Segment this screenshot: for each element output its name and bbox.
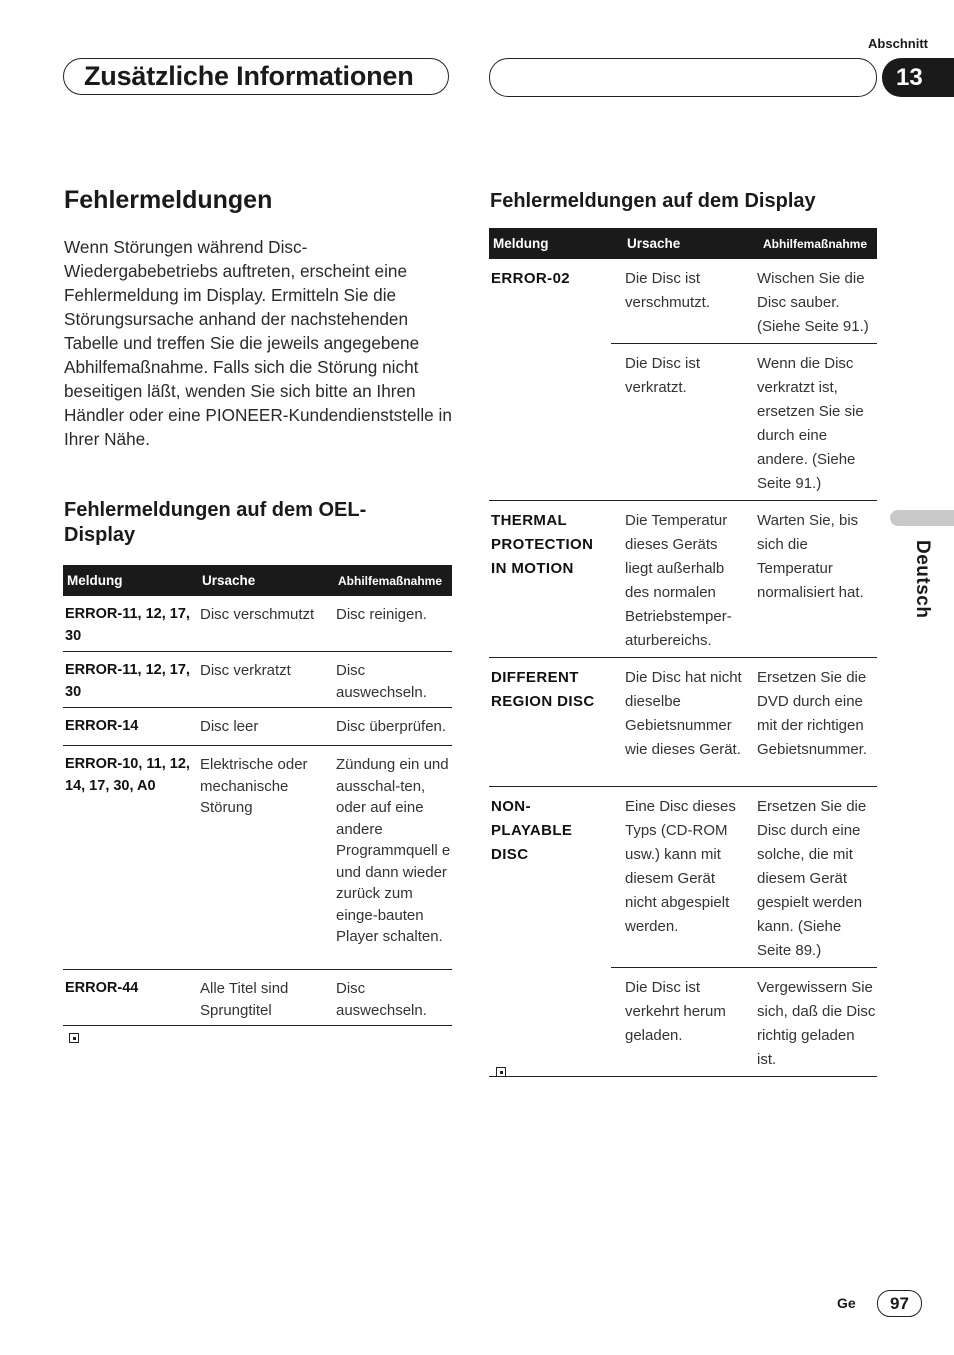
error-cause: Eine Disc dieses Typs (CD-ROM usw.) kann mit diesem Gerät nicht abgespielt werden. <box>611 787 747 968</box>
error-message: ERROR-44 <box>63 970 198 1026</box>
table-row <box>489 787 877 968</box>
table-row <box>489 344 877 501</box>
chapter-title-box <box>63 58 449 95</box>
error-remedy: Ersetzen Sie die DVD durch eine mit der richtigen Gebietsnummer. <box>747 658 877 787</box>
error-message: THERMAL PROTECTION IN MOTION <box>489 501 611 658</box>
table-row <box>63 746 452 970</box>
error-cause: Die Disc ist verkehrt herum geladen. <box>611 968 747 1077</box>
column-header-message: Meldung <box>63 565 198 596</box>
language-code: Ge <box>837 1295 856 1311</box>
section-end-mark <box>496 1067 506 1077</box>
error-cause: Die Disc hat nicht dieselbe Gebietsnummer wie dieses Gerät. <box>611 658 747 787</box>
display-error-table <box>489 228 877 1077</box>
header-empty-box <box>489 58 877 97</box>
error-remedy: Wenn die Disc verkratzt ist, ersetzen Sie sie durch eine andere. (Siehe Seite 91.) <box>747 344 877 501</box>
error-remedy: Disc auswechseln. <box>334 970 452 1026</box>
error-cause: Disc verkratzt <box>198 652 334 708</box>
column-header-remedy: Abhilfemaßnahme <box>747 228 877 259</box>
column-header-cause: Ursache <box>198 565 334 596</box>
column-header-cause: Ursache <box>611 228 747 259</box>
error-cause: Die Disc ist verkratzt. <box>611 344 747 501</box>
table-row <box>489 658 877 787</box>
side-tab-marker <box>890 510 954 526</box>
error-remedy: Disc überprüfen. <box>334 708 452 746</box>
table-row <box>489 968 877 1077</box>
oel-display-subheading: Fehlermeldungen auf dem OEL-Display <box>64 499 367 546</box>
section-label: Abschnitt <box>868 36 928 51</box>
error-message <box>489 344 611 501</box>
table-row <box>63 652 452 708</box>
table-row <box>63 970 452 1026</box>
error-remedy: Ersetzen Sie die Disc durch eine solche, die mit diesem Gerät gespielt werden kann. (Siehe Seite 89.) <box>747 787 877 968</box>
side-language-label: Deutsch <box>912 540 933 619</box>
section-end-mark <box>69 1033 79 1043</box>
error-message: ERROR-10, 11, 12, 14, 17, 30, A0 <box>63 746 198 970</box>
error-remedy: Disc reinigen. <box>334 596 452 652</box>
error-message: ERROR-14 <box>63 708 198 746</box>
table-row <box>489 501 877 658</box>
error-remedy: Vergewissern Sie sich, daß die Disc richtig geladen ist. <box>747 968 877 1077</box>
error-remedy: Warten Sie, bis sich die Temperatur normalisiert hat. <box>747 501 877 658</box>
error-message <box>489 968 611 1077</box>
error-remedy: Wischen Sie die Disc sauber. (Siehe Seite 91.) <box>747 259 877 344</box>
oel-error-table <box>63 565 452 1026</box>
intro-paragraph: Wenn Störungen während Disc-Wiedergabebetriebs auftreten, erscheint eine Fehlermeldung im Display. Ermitteln Sie die Störungsursache anhand der nachstehenden Tabelle und treffen Sie die jeweils angegebene Abhilfemaßnahme. Falls sich die Störung nicht beseitigen läßt, wenden Sie sich bitte an Ihren Händler oder eine PIONEER-Kundendienststelle in Ihrer Nähe. <box>64 237 452 449</box>
table-row <box>63 596 452 652</box>
error-cause: Elektrische oder mechanische Störung <box>198 746 334 970</box>
error-message: ERROR-11, 12, 17, 30 <box>63 652 198 708</box>
table-header-row <box>63 565 452 596</box>
table-row <box>489 259 877 344</box>
page-number: 97 <box>877 1290 922 1317</box>
error-cause: Alle Titel sind Sprungtitel <box>198 970 334 1026</box>
error-message: ERROR-02 <box>491 270 571 287</box>
chapter-number-tab: 13 <box>882 58 954 97</box>
table-header-row <box>489 228 877 259</box>
error-remedy: Zündung ein und ausschal-ten, oder auf eine andere Programmquell e und dann wieder zurück zum einge-bauten Player schalten. <box>334 746 452 970</box>
error-cause: Disc leer <box>198 708 334 746</box>
error-cause: Die Disc ist verschmutzt. <box>611 259 747 344</box>
table-row <box>63 708 452 746</box>
error-remedy: Disc auswechseln. <box>334 652 452 708</box>
error-cause: Die Temperatur dieses Geräts liegt außerhalb des normalen Betriebstemper-aturbereichs. <box>611 501 747 658</box>
column-header-remedy: Abhilfemaßnahme <box>334 565 452 596</box>
column-header-message: Meldung <box>489 228 611 259</box>
error-message: ERROR-11, 12, 17, 30 <box>63 596 198 652</box>
error-message: NON-PLAYABLE DISC <box>491 798 573 863</box>
error-cause: Disc verschmutzt <box>198 596 334 652</box>
chapter-title: Zusätzliche Informationen <box>84 61 414 91</box>
error-message: DIFFERENT REGION DISC <box>489 658 611 787</box>
display-subheading: Fehlermeldungen auf dem Display <box>490 190 816 212</box>
section-heading: Fehlermeldungen <box>64 186 273 214</box>
